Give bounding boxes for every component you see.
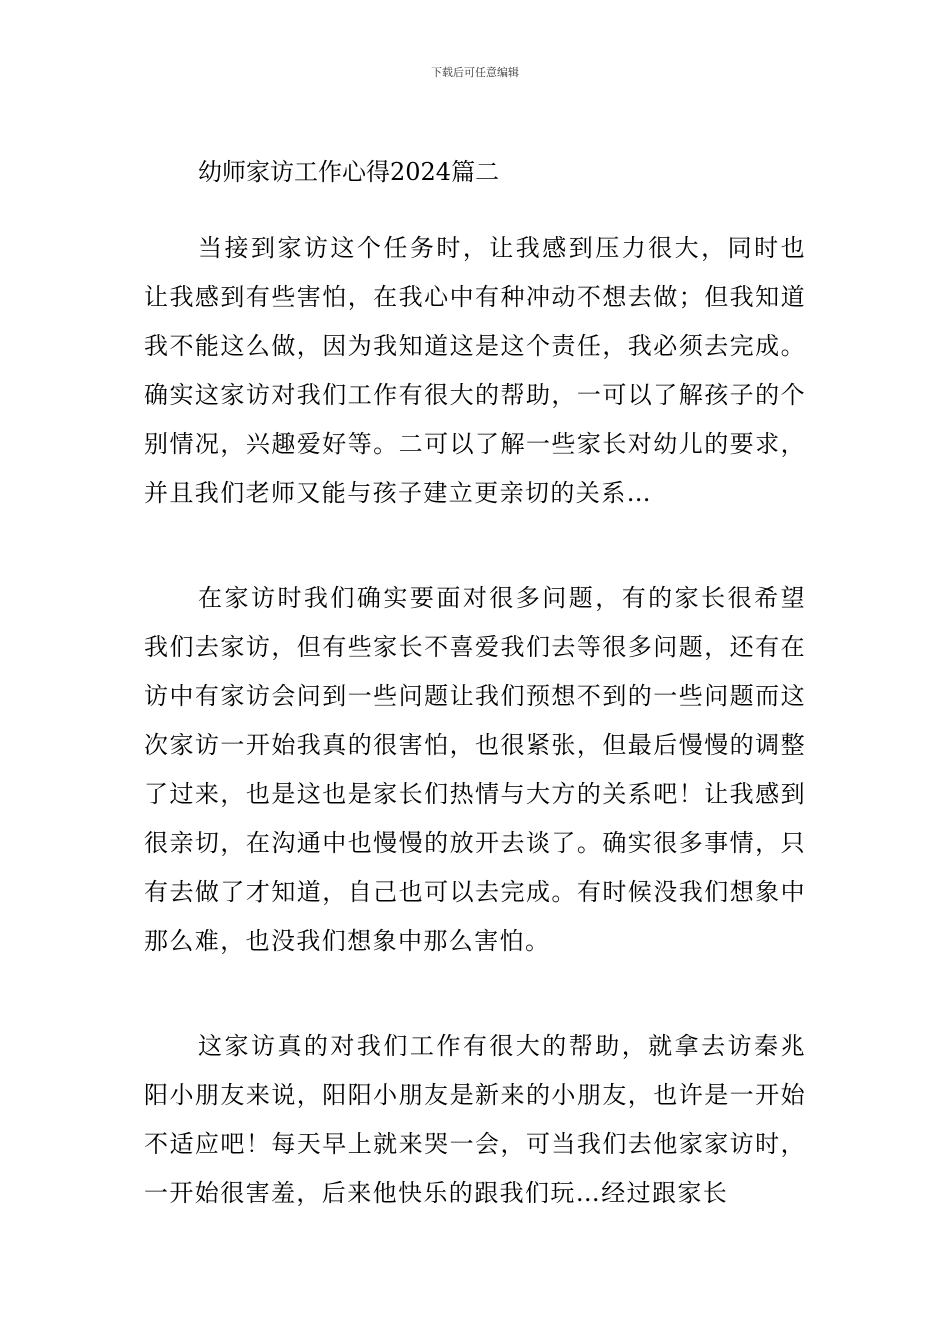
paragraph-2: 在家访时我们确实要面对很多问题，有的家长很希望我们去家访，但有些家长不喜爱我们去等很多问题，还有在访中有家访会问到一些问题让我们预想不到的一些问题而这次家访一开始我真的很害怕，也很紧张，但最后慢慢的调整了过来，也是这也是家长们热情与大方的关系吧！让我感到很亲切，在沟通中也慢慢的放开去谈了。确实很多事情，只有去做了才知道，自己也可以去完成。有时候没我们想象中那么难，也没我们想象中那么害怕。 [144,584,806,955]
page-header: 下载后可任意编辑 [431,66,519,79]
paragraph-1: 当接到家访这个任务时，让我感到压力很大，同时也让我感到有些害怕，在我心中有种冲动不想去做；但我知道我不能这么做，因为我知道这是这个责任，我必须去完成。确实这家访对我们工作有很大的帮助，一可以了解孩子的个别情况，兴趣爱好等。二可以了解一些家长对幼儿的要求，并且我们老师又能与孩子建立更亲切的关系… [144,234,806,507]
document-title: 幼师家访工作心得2024篇二 [198,158,500,186]
paragraph-3: 这家访真的对我们工作有很大的帮助，就拿去访秦兆阳小朋友来说，阳阳小朋友是新来的小朋友，也许是一开始不适应吧！每天早上就来哭一会，可当我们去他家家访时，一开始很害羞，后来他快乐的跟我们玩…经过跟家长 [144,1032,806,1207]
